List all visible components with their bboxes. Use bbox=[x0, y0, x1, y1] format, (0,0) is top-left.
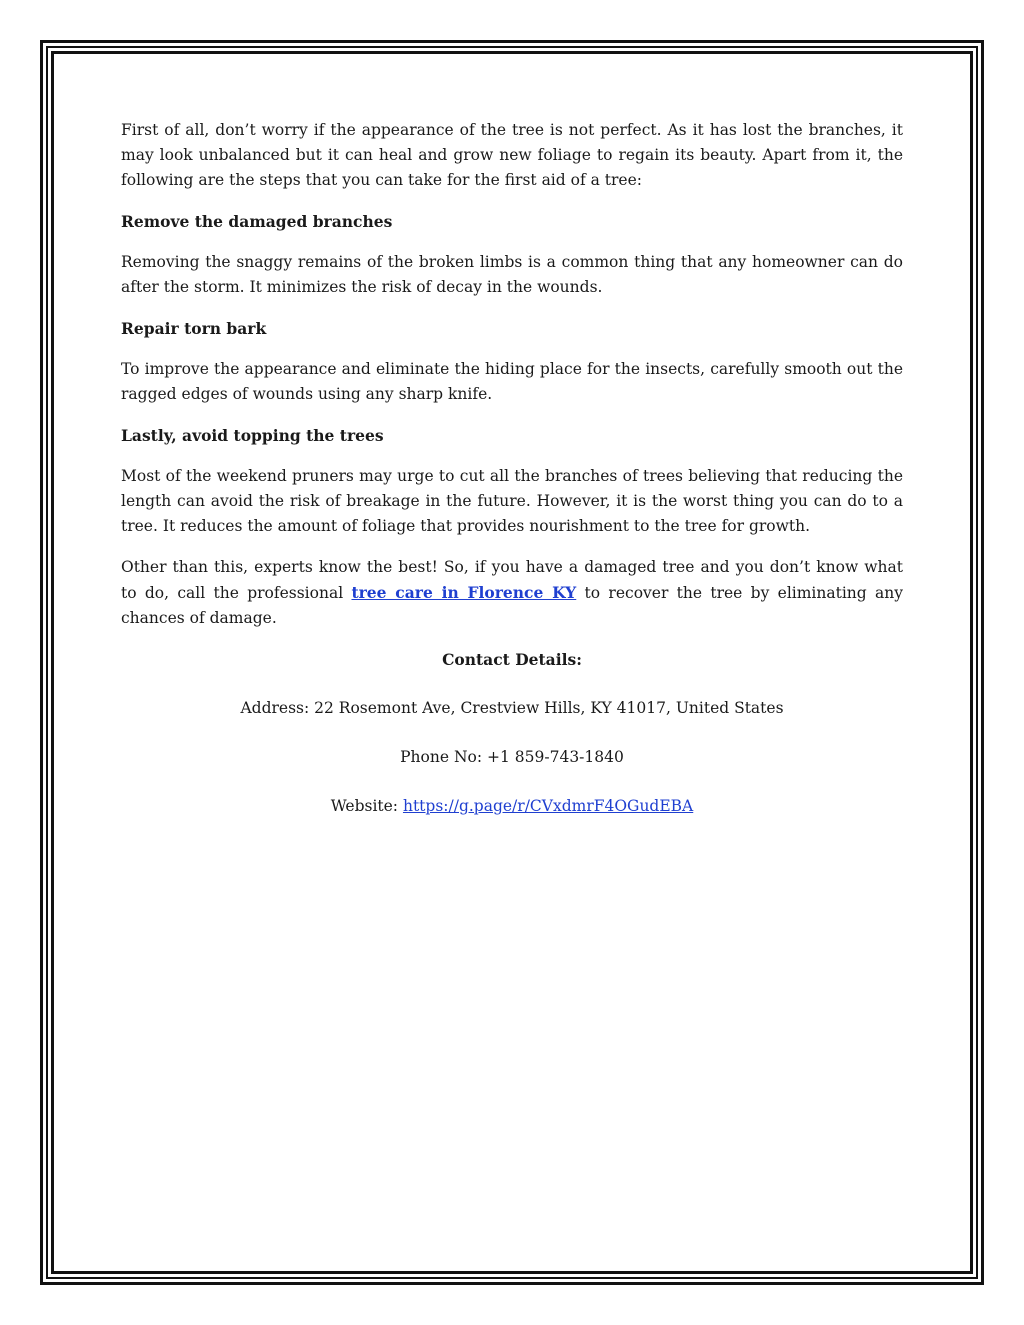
website-link[interactable]: https://g.page/r/CVxdmrF4OGudEBA bbox=[402, 797, 694, 815]
closing-text-before: Other than this, experts know the best! So, if you have a damaged tree and you don’t know what to do, call the professional bbox=[121, 558, 903, 602]
section-heading-avoid-topping: Lastly, avoid topping the trees bbox=[121, 426, 384, 445]
closing-paragraph bbox=[121, 555, 903, 631]
contact-heading: Contact Details: bbox=[442, 650, 582, 669]
contact-address: Address: 22 Rosemont Ave, Crestview Hills, KY 41017, United States bbox=[240, 699, 784, 717]
contact-phone: Phone No: +1 859-743-1840 bbox=[400, 748, 624, 766]
contact-website bbox=[121, 794, 903, 819]
section-heading-repair-bark: Repair torn bark bbox=[121, 319, 267, 338]
section-body-remove-branches: Removing the snaggy remains of the broken limbs is a common thing that any homeowner can do after the storm. It minimizes the risk of decay in the wounds. bbox=[121, 253, 903, 296]
section-body-avoid-topping: Most of the weekend pruners may urge to cut all the branches of trees believing that reducing the length can avoid the risk of breakage in the future. However, it is the worst thing you can do to a tree. It reduces the amount of foliage that provides nourishment to the tree for growth. bbox=[121, 467, 903, 535]
tree-care-link[interactable]: tree care in Florence KY bbox=[351, 583, 577, 602]
document-body bbox=[121, 118, 903, 819]
intro-paragraph: First of all, don’t worry if the appearance of the tree is not perfect. As it has lost the branches, it may look unbalanced but it can heal and grow new foliage to regain its beauty. Apart from it, the following are the steps that you can take for the first aid of a tree: bbox=[121, 121, 903, 189]
section-heading-remove-branches: Remove the damaged branches bbox=[121, 212, 393, 231]
website-label: Website: bbox=[330, 797, 403, 815]
closing-text-after: to recover the tree by eliminating any chances of damage. bbox=[121, 584, 903, 627]
section-body-repair-bark: To improve the appearance and eliminate the hiding place for the insects, carefully smooth out the ragged edges of wounds using any sharp knife. bbox=[121, 360, 903, 403]
